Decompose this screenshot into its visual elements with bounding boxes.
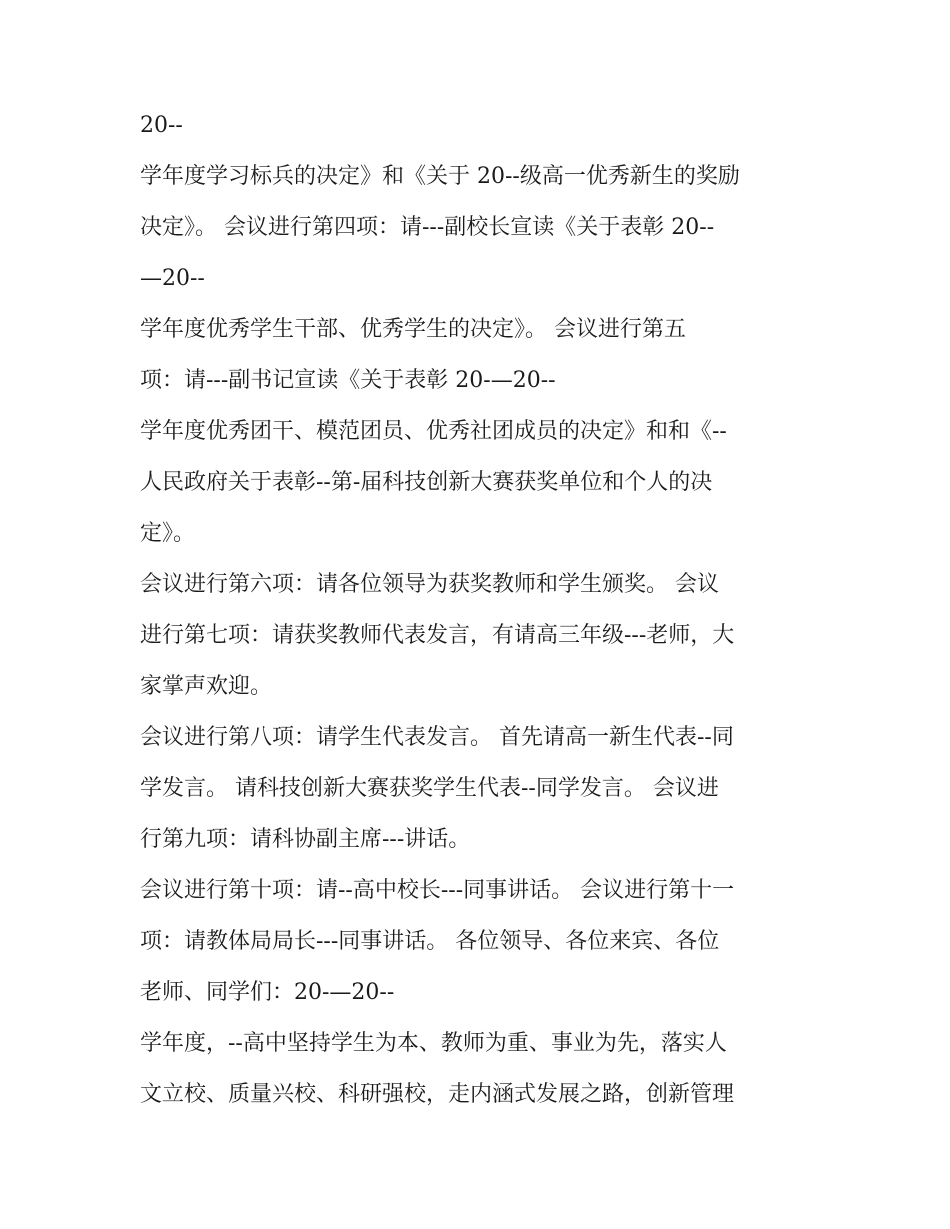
body-text — [140, 104, 820, 1124]
text-line: 学发言。 请科技创新大赛获奖学生代表--同学发言。 会议进 — [140, 776, 719, 801]
text-line: 20-- — [140, 113, 183, 138]
text-line: 会议进行第十项：请--高中校长---同事讲话。 会议进行第十一 — [140, 878, 735, 903]
text-line: 会议进行第六项：请各位领导为获奖教师和学生颁奖。 会议 — [140, 572, 719, 597]
text-line: 进行第七项：请获奖教师代表发言，有请高三年级---老师，大 — [140, 623, 735, 648]
text-line: 定》。 — [140, 521, 196, 546]
text-line: —20-- — [140, 266, 205, 291]
text-line: 老师、同学们：20-—20-- — [140, 980, 395, 1005]
text-line: 项：请教体局局长---同事讲话。 各位领导、各位来宾、各位 — [140, 929, 720, 954]
text-line: 学年度，--高中坚持学生为本、教师为重、事业为先，落实人 — [140, 1031, 727, 1056]
text-line: 行第九项：请科协副主席---讲话。 — [140, 827, 471, 852]
text-line: 学年度优秀团干、模范团员、优秀社团成员的决定》和和《-- — [140, 419, 727, 444]
text-line: 项：请---副书记宣读《关于表彰 20-—20-- — [140, 368, 556, 393]
text-line: 学年度优秀学生干部、优秀学生的决定》。 会议进行第五 — [140, 317, 686, 342]
text-line: 家掌声欢迎。 — [140, 674, 273, 699]
text-line: 人民政府关于表彰--第-届科技创新大赛获奖单位和个人的决 — [140, 470, 713, 495]
text-line: 决定》。 会议进行第四项：请---副校长宣读《关于表彰 20-- — [140, 215, 715, 240]
text-line: 学年度学习标兵的决定》和《关于 20--级高一优秀新生的奖励 — [140, 164, 740, 189]
text-line: 会议进行第八项：请学生代表发言。 首先请高一新生代表--同 — [140, 725, 734, 750]
text-line: 文立校、质量兴校、科研强校，走内涵式发展之路，创新管理 — [140, 1082, 735, 1107]
